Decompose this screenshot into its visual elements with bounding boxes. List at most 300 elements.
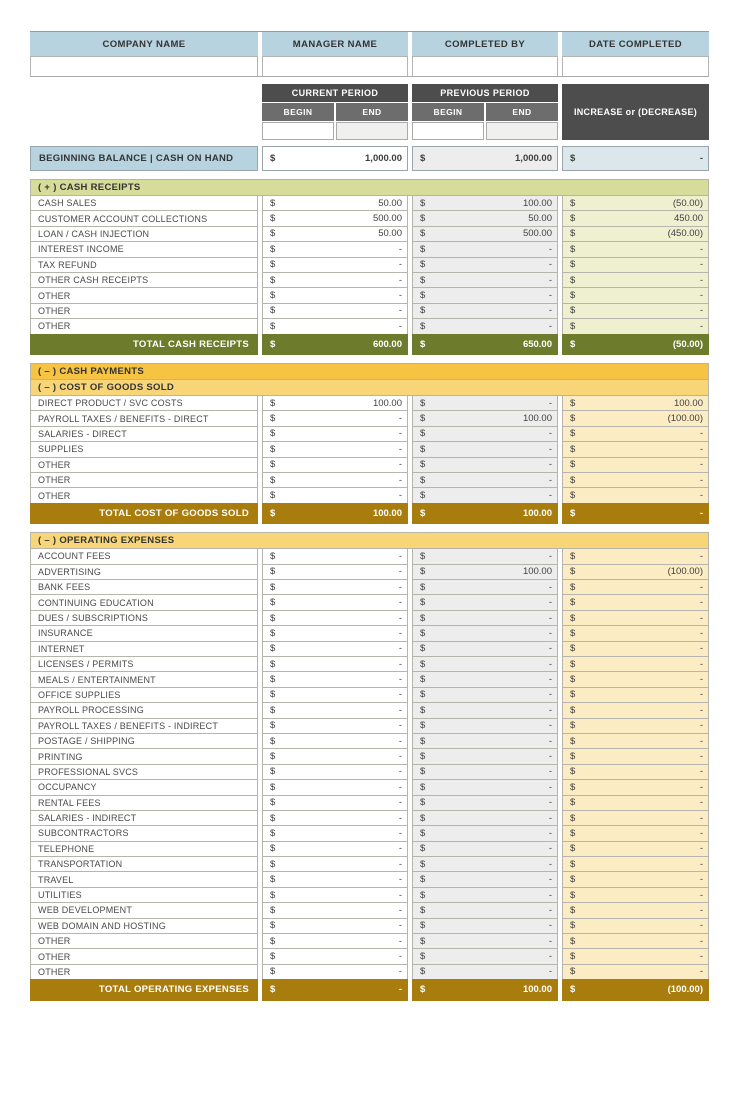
previous-period-cell[interactable] <box>412 303 558 319</box>
dollar-sign: $ <box>420 413 426 425</box>
increase-decrease-cell[interactable] <box>562 257 709 273</box>
increase-decrease-cell[interactable] <box>562 825 709 841</box>
previous-period-cell[interactable] <box>412 487 558 503</box>
previous-period-cell[interactable] <box>412 779 558 795</box>
amount: - <box>398 581 402 593</box>
previous-period-cell[interactable] <box>412 795 558 811</box>
dollar-sign: $ <box>570 612 576 624</box>
amount: - <box>699 274 703 286</box>
current-period-cell[interactable] <box>262 564 408 580</box>
line-item-row <box>30 579 709 595</box>
increase-decrease-cell[interactable] <box>562 810 709 826</box>
previous-period-cell[interactable] <box>412 702 558 718</box>
current-period-cell[interactable] <box>262 303 408 319</box>
amount: 1,000.00 <box>515 153 552 164</box>
dollar-sign: $ <box>420 797 426 809</box>
increase-decrease-cell[interactable] <box>562 395 709 411</box>
increase-decrease-cell[interactable] <box>562 625 709 641</box>
dollar-sign: $ <box>270 566 276 578</box>
amount: - <box>699 674 703 686</box>
amount: - <box>548 827 552 839</box>
dollar-sign: $ <box>420 305 426 317</box>
increase-decrease-cell[interactable] <box>562 318 709 334</box>
manager-name-input[interactable] <box>262 56 408 76</box>
previous-period-cell[interactable] <box>412 733 558 749</box>
previous-period-cell[interactable] <box>412 210 558 226</box>
amount: - <box>548 720 552 732</box>
dollar-sign: $ <box>420 827 426 839</box>
current-period-cell[interactable] <box>262 594 408 610</box>
increase-decrease-cell[interactable] <box>562 887 709 903</box>
line-item-row <box>30 810 709 826</box>
amount: - <box>548 889 552 901</box>
beginning-balance-previous-cell[interactable] <box>412 146 558 171</box>
increase-decrease-cell[interactable] <box>562 287 709 303</box>
company-info-input-row <box>30 56 709 76</box>
completed-by-input[interactable] <box>412 56 558 76</box>
increase-decrease-cell[interactable] <box>562 779 709 795</box>
previous-period-cell[interactable] <box>412 625 558 641</box>
amount: - <box>548 443 552 455</box>
current-period-cell[interactable] <box>262 948 408 964</box>
dollar-sign: $ <box>270 597 276 609</box>
increase-decrease-cell[interactable] <box>562 964 709 980</box>
line-item-row <box>30 933 709 949</box>
amount: - <box>699 459 703 471</box>
amount: - <box>548 751 552 763</box>
previous-period-cell[interactable] <box>412 841 558 857</box>
current-period-cell[interactable] <box>262 733 408 749</box>
current-period-cell[interactable] <box>262 764 408 780</box>
increase-decrease-cell[interactable] <box>562 610 709 626</box>
current-period-cell[interactable] <box>262 702 408 718</box>
dollar-sign: $ <box>570 984 576 996</box>
increase-decrease-cell[interactable] <box>562 902 709 918</box>
previous-period-cell[interactable] <box>412 718 558 734</box>
increase-decrease-cell[interactable] <box>562 210 709 226</box>
line-item-label: SALARIES - INDIRECT <box>30 810 258 826</box>
line-item-row <box>30 856 709 872</box>
previous-period-cell[interactable] <box>412 641 558 657</box>
previous-period-cell[interactable] <box>412 902 558 918</box>
dollar-sign: $ <box>270 197 276 209</box>
increase-decrease-cell[interactable] <box>562 548 709 564</box>
amount: - <box>699 781 703 793</box>
increase-decrease-cell[interactable] <box>562 933 709 949</box>
increase-decrease-cell[interactable] <box>562 764 709 780</box>
increase-decrease-cell[interactable] <box>562 241 709 257</box>
amount: (100.00) <box>667 566 703 578</box>
previous-period-cell[interactable] <box>412 426 558 442</box>
previous-period-cell[interactable] <box>412 610 558 626</box>
previous-period-cell[interactable] <box>412 441 558 457</box>
increase-decrease-header: INCREASE or (DECREASE) <box>562 84 709 140</box>
increase-decrease-cell <box>562 503 709 525</box>
current-period-cell[interactable] <box>262 687 408 703</box>
line-item-label: INSURANCE <box>30 625 258 641</box>
dollar-sign: $ <box>270 338 276 350</box>
total-row-label: TOTAL COST OF GOODS SOLD <box>30 503 258 525</box>
amount: - <box>699 874 703 886</box>
line-item-label: TRANSPORTATION <box>30 856 258 872</box>
line-item-label: POSTAGE / SHIPPING <box>30 733 258 749</box>
previous-period-cell[interactable] <box>412 548 558 564</box>
previous-period-cell[interactable] <box>412 410 558 426</box>
current-period-cell[interactable] <box>262 656 408 672</box>
increase-decrease-cell[interactable] <box>562 702 709 718</box>
current-period-cell[interactable] <box>262 964 408 980</box>
current-period-cell[interactable] <box>262 671 408 687</box>
date-completed-header: DATE COMPLETED <box>562 32 709 56</box>
dollar-sign: $ <box>420 751 426 763</box>
dollar-sign: $ <box>270 459 276 471</box>
previous-period-cell[interactable] <box>412 226 558 242</box>
dollar-sign: $ <box>420 812 426 824</box>
amount: - <box>398 243 402 255</box>
dollar-sign: $ <box>420 704 426 716</box>
amount: - <box>398 290 402 302</box>
increase-decrease-cell[interactable] <box>562 656 709 672</box>
dollar-sign: $ <box>420 259 426 271</box>
amount: - <box>398 751 402 763</box>
previous-period-cell[interactable] <box>412 933 558 949</box>
dollar-sign: $ <box>270 751 276 763</box>
line-item-label: SUBCONTRACTORS <box>30 825 258 841</box>
current-period-cell[interactable] <box>262 272 408 288</box>
amount: - <box>699 290 703 302</box>
increase-decrease-cell[interactable] <box>562 441 709 457</box>
date-completed-input[interactable] <box>562 56 709 76</box>
line-item-row <box>30 733 709 749</box>
dollar-sign: $ <box>420 689 426 701</box>
amount: - <box>398 320 402 332</box>
current-period-cell[interactable] <box>262 918 408 934</box>
dollar-sign: $ <box>570 305 576 317</box>
current-period-cell <box>262 979 408 1001</box>
previous-period-cell[interactable] <box>412 564 558 580</box>
previous-period-cell[interactable] <box>412 825 558 841</box>
amount: - <box>548 874 552 886</box>
line-item-row <box>30 564 709 580</box>
completed-by-header: COMPLETED BY <box>412 32 558 56</box>
amount: - <box>699 305 703 317</box>
current-period-cell[interactable] <box>262 318 408 334</box>
dollar-sign: $ <box>420 597 426 609</box>
amount: - <box>699 904 703 916</box>
sections-container <box>30 179 748 1001</box>
dollar-sign: $ <box>570 550 576 562</box>
previous-period-cell[interactable] <box>412 195 558 211</box>
line-item-row <box>30 795 709 811</box>
current-period-header: CURRENT PERIOD <box>262 84 408 102</box>
dollar-sign: $ <box>570 951 576 963</box>
amount: - <box>398 904 402 916</box>
amount: - <box>548 920 552 932</box>
previous-period-cell[interactable] <box>412 856 558 872</box>
previous-period-cell[interactable] <box>412 594 558 610</box>
previous-period-cell[interactable] <box>412 918 558 934</box>
increase-decrease-cell[interactable] <box>562 594 709 610</box>
company-name-input[interactable] <box>30 56 258 76</box>
increase-decrease-cell[interactable] <box>562 733 709 749</box>
dollar-sign: $ <box>420 428 426 440</box>
dollar-sign: $ <box>270 735 276 747</box>
line-item-label: SALARIES - DIRECT <box>30 426 258 442</box>
current-period-cell[interactable] <box>262 457 408 473</box>
total-row-label: TOTAL OPERATING EXPENSES <box>30 979 258 1001</box>
line-item-label: OTHER <box>30 457 258 473</box>
increase-decrease-cell[interactable] <box>562 195 709 211</box>
amount: - <box>398 443 402 455</box>
current-period-cell[interactable] <box>262 933 408 949</box>
amount: - <box>398 889 402 901</box>
current-period-cell[interactable] <box>262 779 408 795</box>
line-item-row <box>30 687 709 703</box>
previous-period-cell[interactable] <box>412 748 558 764</box>
current-period-cell[interactable] <box>262 472 408 488</box>
current-period-cell[interactable] <box>262 718 408 734</box>
previous-period-cell[interactable] <box>412 395 558 411</box>
increase-decrease-cell[interactable] <box>562 410 709 426</box>
line-item-label: OTHER <box>30 472 258 488</box>
dollar-sign: $ <box>570 812 576 824</box>
previous-period-cell[interactable] <box>412 318 558 334</box>
increase-decrease-cell[interactable] <box>562 687 709 703</box>
amount: - <box>398 428 402 440</box>
line-item-row <box>30 671 709 687</box>
current-period-cell[interactable] <box>262 395 408 411</box>
amount: - <box>548 243 552 255</box>
increase-decrease-cell[interactable] <box>562 564 709 580</box>
previous-period-cell[interactable] <box>412 871 558 887</box>
current-period-cell[interactable] <box>262 548 408 564</box>
beginning-balance-current-cell[interactable] <box>262 146 408 171</box>
amount: - <box>699 508 703 519</box>
current-period-cell[interactable] <box>262 579 408 595</box>
increase-decrease-cell[interactable] <box>562 641 709 657</box>
previous-period-cell[interactable] <box>412 241 558 257</box>
increase-decrease-cell[interactable] <box>562 426 709 442</box>
amount: - <box>398 766 402 778</box>
current-period-cell[interactable] <box>262 241 408 257</box>
dollar-sign: $ <box>570 459 576 471</box>
amount: - <box>398 643 402 655</box>
dollar-sign: $ <box>270 889 276 901</box>
dollar-sign: $ <box>570 581 576 593</box>
amount: - <box>699 259 703 271</box>
previous-period-cell[interactable] <box>412 810 558 826</box>
previous-period-cell[interactable] <box>412 764 558 780</box>
current-period-cell[interactable] <box>262 810 408 826</box>
increase-decrease-cell[interactable] <box>562 671 709 687</box>
dollar-sign: $ <box>420 243 426 255</box>
line-item-label: INTERNET <box>30 641 258 657</box>
amount: - <box>398 827 402 839</box>
line-item-row <box>30 410 709 426</box>
increase-decrease-cell[interactable] <box>562 748 709 764</box>
current-period-cell[interactable] <box>262 210 408 226</box>
current-period-cell[interactable] <box>262 226 408 242</box>
previous-end-date-input[interactable] <box>486 122 558 140</box>
dollar-sign: $ <box>420 228 426 240</box>
amount: 100.00 <box>522 984 552 996</box>
dollar-sign: $ <box>270 397 276 409</box>
current-period-cell[interactable] <box>262 871 408 887</box>
current-period-cell[interactable] <box>262 426 408 442</box>
increase-decrease-cell[interactable] <box>562 918 709 934</box>
current-period-cell[interactable] <box>262 825 408 841</box>
current-begin-date-input[interactable] <box>262 122 334 140</box>
dollar-sign: $ <box>420 153 426 164</box>
current-period-cell[interactable] <box>262 610 408 626</box>
previous-period-cell[interactable] <box>412 948 558 964</box>
current-period-cell[interactable] <box>262 856 408 872</box>
dollar-sign: $ <box>270 720 276 732</box>
current-period-cell[interactable] <box>262 841 408 857</box>
dollar-sign: $ <box>570 843 576 855</box>
previous-period-cell[interactable] <box>412 579 558 595</box>
amount: - <box>699 720 703 732</box>
increase-decrease-cell[interactable] <box>562 871 709 887</box>
previous-period-cell[interactable] <box>412 964 558 980</box>
current-period-cell[interactable] <box>262 625 408 641</box>
amount: - <box>398 984 402 996</box>
line-item-row <box>30 318 709 334</box>
dollar-sign: $ <box>270 858 276 870</box>
amount: - <box>548 612 552 624</box>
increase-decrease-cell[interactable] <box>562 272 709 288</box>
increase-decrease-cell[interactable] <box>562 948 709 964</box>
amount: (50.00) <box>672 197 703 209</box>
previous-period-cell[interactable] <box>412 887 558 903</box>
previous-period-cell[interactable] <box>412 272 558 288</box>
line-item-row <box>30 395 709 411</box>
increase-decrease-cell[interactable] <box>562 457 709 473</box>
previous-period-cell[interactable] <box>412 687 558 703</box>
amount: - <box>398 781 402 793</box>
line-item-label: DUES / SUBSCRIPTIONS <box>30 610 258 626</box>
dollar-sign: $ <box>270 904 276 916</box>
amount: - <box>398 858 402 870</box>
line-item-row <box>30 871 709 887</box>
previous-period-cell[interactable] <box>412 287 558 303</box>
line-item-label: ADVERTISING <box>30 564 258 580</box>
current-period-cell[interactable] <box>262 902 408 918</box>
increase-decrease-cell[interactable] <box>562 226 709 242</box>
increase-decrease-cell[interactable] <box>562 795 709 811</box>
amount: - <box>699 153 703 164</box>
dollar-sign: $ <box>420 459 426 471</box>
increase-decrease-cell[interactable] <box>562 841 709 857</box>
current-period-cell[interactable] <box>262 195 408 211</box>
line-item-label: PRINTING <box>30 748 258 764</box>
increase-decrease-cell[interactable] <box>562 718 709 734</box>
increase-decrease-cell[interactable] <box>562 472 709 488</box>
amount: - <box>699 935 703 947</box>
amount: 100.00 <box>522 508 552 519</box>
line-item-row <box>30 548 709 564</box>
increase-decrease-cell[interactable] <box>562 856 709 872</box>
previous-period-cell[interactable] <box>412 656 558 672</box>
amount: - <box>548 490 552 502</box>
line-item-label: OTHER <box>30 287 258 303</box>
dollar-sign: $ <box>420 397 426 409</box>
dollar-sign: $ <box>270 781 276 793</box>
total-row-label: TOTAL CASH RECEIPTS <box>30 334 258 356</box>
previous-period-cell[interactable] <box>412 671 558 687</box>
dollar-sign: $ <box>420 508 426 519</box>
amount: - <box>398 413 402 425</box>
current-period-cell[interactable] <box>262 887 408 903</box>
dollar-sign: $ <box>270 935 276 947</box>
dollar-sign: $ <box>570 720 576 732</box>
total-row <box>30 334 709 356</box>
amount: 1,000.00 <box>365 153 402 164</box>
current-period-cell[interactable] <box>262 441 408 457</box>
dollar-sign: $ <box>270 812 276 824</box>
dollar-sign: $ <box>420 843 426 855</box>
previous-period-cell[interactable] <box>412 457 558 473</box>
previous-period-cell[interactable] <box>412 257 558 273</box>
dollar-sign: $ <box>270 984 276 996</box>
amount: - <box>398 627 402 639</box>
line-item-label: MEALS / ENTERTAINMENT <box>30 671 258 687</box>
amount: - <box>548 550 552 562</box>
dollar-sign: $ <box>570 889 576 901</box>
increase-decrease-cell[interactable] <box>562 303 709 319</box>
amount: - <box>699 689 703 701</box>
dollar-sign: $ <box>420 213 426 225</box>
previous-begin-date-input[interactable] <box>412 122 484 140</box>
amount: - <box>548 812 552 824</box>
section-header: ( – ) CASH PAYMENTS <box>30 363 709 380</box>
amount: - <box>548 951 552 963</box>
increase-decrease-cell[interactable] <box>562 579 709 595</box>
current-period-cell[interactable] <box>262 641 408 657</box>
line-item-row <box>30 441 709 457</box>
current-period-cell[interactable] <box>262 487 408 503</box>
current-period-cell[interactable] <box>262 257 408 273</box>
previous-period-cell[interactable] <box>412 472 558 488</box>
dollar-sign: $ <box>420 889 426 901</box>
amount: - <box>699 966 703 978</box>
current-end-date-input[interactable] <box>336 122 408 140</box>
section-operating-expenses <box>30 532 709 1000</box>
amount: - <box>398 843 402 855</box>
dollar-sign: $ <box>420 550 426 562</box>
dollar-sign: $ <box>270 843 276 855</box>
amount: - <box>548 290 552 302</box>
previous-period-cell <box>412 979 558 1001</box>
dollar-sign: $ <box>570 259 576 271</box>
amount: - <box>398 797 402 809</box>
dollar-sign: $ <box>270 612 276 624</box>
amount: - <box>398 274 402 286</box>
amount: - <box>548 904 552 916</box>
amount: 100.00 <box>372 508 402 519</box>
amount: - <box>548 305 552 317</box>
current-period-cell[interactable] <box>262 287 408 303</box>
current-period-cell[interactable] <box>262 410 408 426</box>
amount: 50.00 <box>378 228 402 240</box>
current-period-cell[interactable] <box>262 748 408 764</box>
increase-decrease-cell[interactable] <box>562 487 709 503</box>
dollar-sign: $ <box>270 213 276 225</box>
dollar-sign: $ <box>570 490 576 502</box>
dollar-sign: $ <box>420 674 426 686</box>
current-period-cell[interactable] <box>262 795 408 811</box>
dollar-sign: $ <box>570 428 576 440</box>
